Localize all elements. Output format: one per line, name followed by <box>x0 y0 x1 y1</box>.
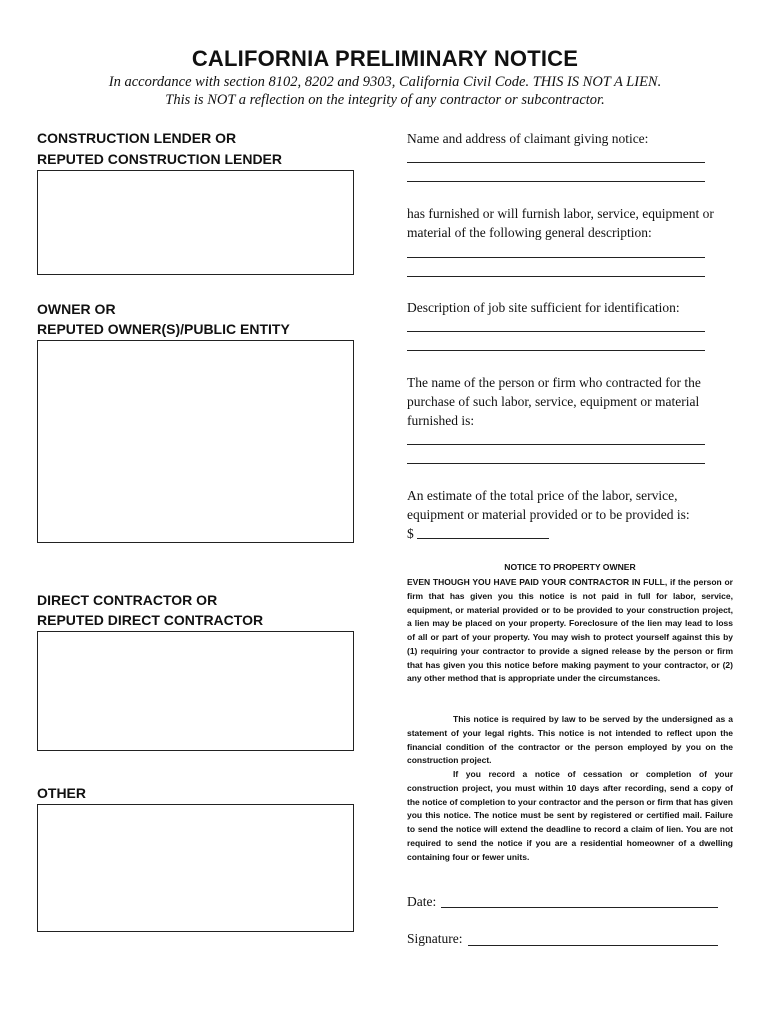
date-field[interactable] <box>441 907 718 908</box>
jobsite-label: Description of job site sufficient for identification: <box>407 300 680 315</box>
notice-paragraph-2: This notice is required by law to be served by the undersigned as a statement of your legal rights. This notice is not intended to reflect upon the financial condition of the contractor or the person employed by you on the construction project. <box>407 714 733 766</box>
construction-lender-label-line-2: REPUTED CONSTRUCTION LENDER <box>37 151 283 167</box>
description-line-2[interactable] <box>407 276 705 277</box>
form-subtitle-line-1: In accordance with section 8102, 8202 and 9303, California Civil Code. THIS IS NOT A LIEN. <box>108 74 662 90</box>
furnished-text-line-1: has furnished or will furnish labor, service, equipment or <box>407 206 714 221</box>
owner-label-line-1: OWNER OR <box>37 301 116 317</box>
construction-lender-box[interactable] <box>37 170 354 275</box>
direct-contractor-label-line-1: DIRECT CONTRACTOR OR <box>37 592 218 608</box>
estimate-text-line-1: An estimate of the total price of the labor, service, <box>407 488 678 503</box>
signature-field[interactable] <box>468 945 718 946</box>
other-label: OTHER <box>37 785 86 801</box>
direct-contractor-box[interactable] <box>37 631 354 751</box>
contracted-text-line-3: furnished is: <box>407 413 475 428</box>
other-box[interactable] <box>37 804 354 932</box>
form-title: CALIFORNIA PRELIMINARY NOTICE <box>191 46 579 71</box>
date-label: Date: <box>407 894 437 909</box>
claimant-line-2[interactable] <box>407 181 705 182</box>
contracted-text-line-2: purchase of such labor, service, equipment or material <box>407 394 700 409</box>
estimate-text-line-2: equipment or material provided or to be provided is: <box>407 507 690 522</box>
contracted-line-1[interactable] <box>407 444 705 445</box>
notice-paragraph-1: EVEN THOUGH YOU HAVE PAID YOUR CONTRACTOR IN FULL, if the person or firm that has given you this notice is not paid in full for labor, service, equipment, or material provided or to be provided to your construction project, a lien may be placed on your property. Foreclosure of the lien may lead to loss of all or part of your property. You may wish to protect yourself against this by (1) requiring your contractor to provide a signed release by the person or firm that has given you this notice before making payment to your contractor, or (2) any other method that is appropriate under the circumstances. <box>407 577 733 684</box>
description-line-1[interactable] <box>407 257 705 258</box>
form-subtitle-line-2: This is NOT a reflection on the integrity of any contractor or subcontractor. <box>165 92 605 108</box>
notice-heading: NOTICE TO PROPERTY OWNER <box>504 562 636 572</box>
direct-contractor-label-line-2: REPUTED DIRECT CONTRACTOR <box>37 612 264 628</box>
estimate-price-field[interactable] <box>417 538 549 539</box>
owner-label-line-2: REPUTED OWNER(S)/PUBLIC ENTITY <box>37 321 290 337</box>
owner-box[interactable] <box>37 340 354 543</box>
furnished-text-line-2: material of the following general description: <box>407 225 652 240</box>
contracted-line-2[interactable] <box>407 463 705 464</box>
signature-label: Signature: <box>407 931 463 946</box>
jobsite-line-2[interactable] <box>407 350 705 351</box>
construction-lender-label-line-1: CONSTRUCTION LENDER OR <box>37 130 237 146</box>
jobsite-line-1[interactable] <box>407 331 705 332</box>
contracted-text-line-1: The name of the person or firm who contracted for the <box>407 375 701 390</box>
claimant-label: Name and address of claimant giving notice: <box>407 131 649 146</box>
notice-paragraph-3: If you record a notice of cessation or completion of your construction project, you must within 10 days after recording, send a copy of the notice of completion to your contractor and the person or firm that has given you this notice. The notice must be sent by registered or certified mail. Failure to send the notice will extend the deadline to record a claim of lien. You are not required to send the notice if you are a residential homeowner of a dwelling containing four or fewer units. <box>407 769 733 862</box>
dollar-sign: $ <box>407 526 414 541</box>
claimant-line-1[interactable] <box>407 162 705 163</box>
